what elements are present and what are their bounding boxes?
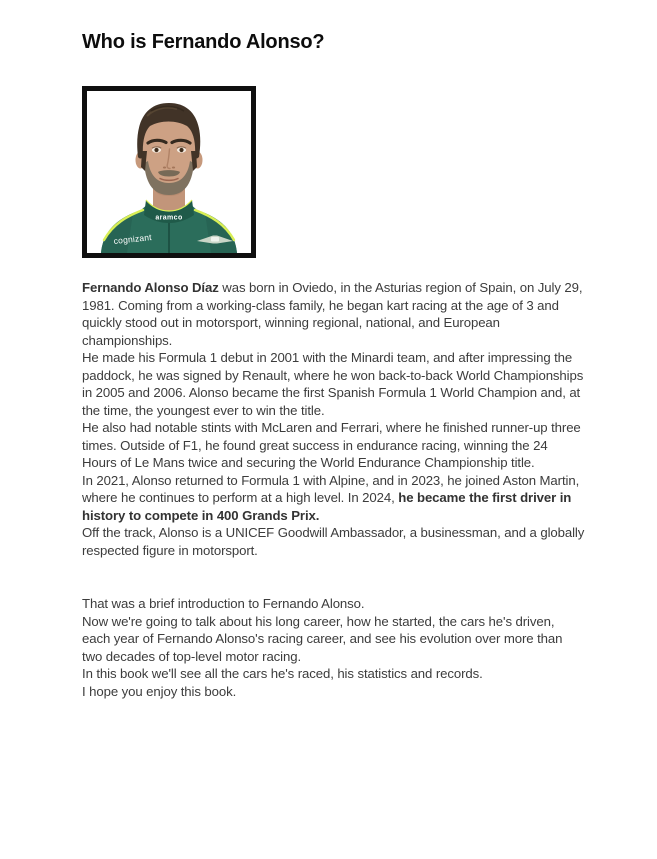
bio-paragraph-2 — [82, 349, 585, 419]
text-run: was born in Oviedo, in the Asturias region of Spain, on July 29, 1981. Coming from a working-class family, he began kart racing at the age of 3 and quickly stood out in motorsport, winning regional, national, and European championships. — [82, 280, 583, 348]
bio-section — [82, 279, 585, 559]
text-run: Off the track, Alonso is a UNICEF Goodwill Ambassador, a businessman, and a globally respected figure in motorsport. — [82, 525, 585, 558]
bio-paragraph-4 — [82, 472, 585, 525]
bio-paragraph-3 — [82, 419, 585, 472]
text-run: In 2021, Alonso returned to Formula 1 with Alpine, and in 2023, he joined Aston Martin, where he continues to perform at a high level. In 2024, — [82, 472, 580, 505]
outro-paragraph-4: I hope you enjoy this book. — [82, 683, 237, 699]
outro-section — [82, 595, 585, 700]
text-run: He also had notable stints with McLaren and Ferrari, where he finished runner-up three times. Outside of F1, he found great success in endurance racing, winning the 24 Hours of Le Mans twice and securing the World Endurance Championship title. — [82, 420, 581, 470]
bold-run: Fernando Alonso Díaz — [82, 280, 219, 295]
bio-paragraph-1 — [82, 279, 585, 349]
alonso-portrait-image — [87, 91, 251, 253]
text-run: He made his Formula 1 debut in 2001 with the Minardi team, and after impressing the paddock, he was signed by Renault, where he won back-to-back World Championships in 2005 and 2006. Alonso became the first Spanish Formula 1 World Champion and, at the time, the youngest ever to win the title. — [82, 350, 584, 418]
outro-paragraph-2: Now we're going to talk about his long career, how he started, the cars he's driven, each year of Fernando Alonso's racing career, and see his evolution over more than two decades of top-level motor racing. — [82, 613, 563, 664]
page-title: Who is Fernando Alonso? — [82, 31, 325, 53]
alonso-photo-frame — [82, 86, 256, 258]
outro-paragraph-3: In this book we'll see all the cars he's raced, his statistics and records. — [82, 666, 483, 681]
aramco-logo-text: aramco — [155, 214, 183, 222]
outro-paragraph-1: That was a brief introduction to Fernando Alonso. — [82, 596, 365, 611]
bold-run: he became the first driver in history to compete in 400 Grands Prix. — [82, 490, 572, 523]
bio-paragraph-5 — [82, 524, 585, 559]
cognizant-logo-text: cognizant — [113, 232, 153, 246]
